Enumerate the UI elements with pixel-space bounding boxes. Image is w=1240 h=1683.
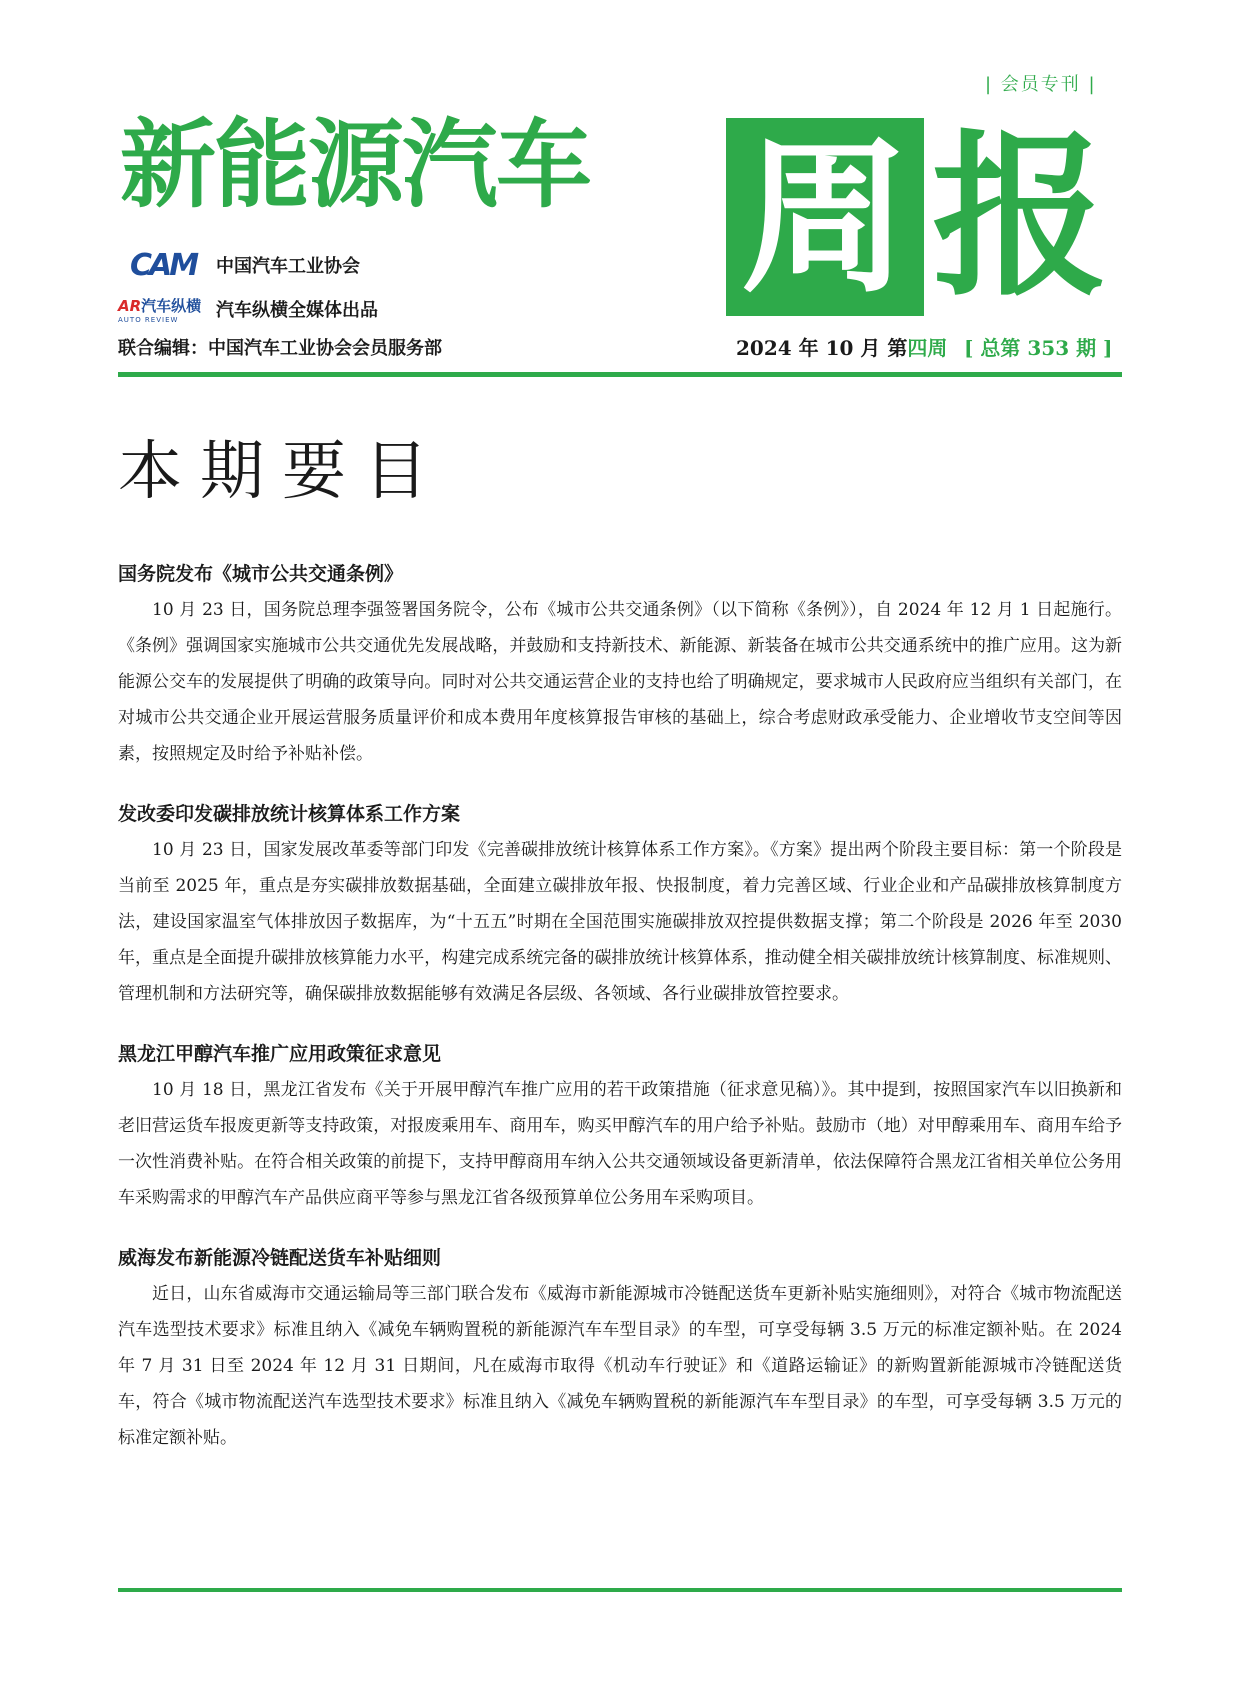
- article-list: [118, 560, 1122, 1484]
- article-title: 黑龙江甲醇汽车推广应用政策征求意见: [118, 1043, 442, 1065]
- caam-logo: [118, 248, 208, 282]
- article-body: 10 月 23 日，国务院总理李强签署国务院令，公布《城市公共交通条例》（以下简称《条例》），自 2024 年 12 月 1 日起施行。《条例》强调国家实施城市公共交通优先发展战略，并鼓励和支持新技术、新能源、新装备在城市公共交通系统中的推广应用。这为新能源公交车的发展提供了明确的政策导向。同时对公共交通运营企业的支持也给了明确规定，要求城市人民政府应当组织有关部门，在对城市公共交通企业开展运营服务质量评价和成本费用年度核算报告审核的基础上，综合考虑财政承受能力、企业增收节支空间等因素，按照规定及时给予补贴补偿。: [118, 600, 1122, 764]
- header-divider: [118, 372, 1122, 377]
- org-row-auto-review: [118, 292, 378, 326]
- auto-review-mark-icon: AR: [118, 296, 142, 315]
- article: [118, 1244, 1122, 1456]
- article: [118, 800, 1122, 1012]
- issue-week: 四周: [907, 336, 948, 360]
- masthead-weekly-box: 周: [726, 118, 924, 316]
- section-title: 本期要目: [118, 435, 446, 509]
- article-body: 10 月 18 日，黑龙江省发布《关于开展甲醇汽车推广应用的若干政策措施（征求意见稿）》。其中提到，按照国家汽车以旧换新和老旧营运货车报废更新等支持政策，对报废乘用车、商用车，购买甲醇汽车的用户给予补贴。鼓励市（地）对甲醇乘用车、商用车给予一次性消费补贴。在符合相关政策的前提下，支持甲醇商用车纳入公共交通领域设备更新清单，依法保障符合黑龙江省相关单位公务用车采购需求的甲醇汽车产品供应商平等参与黑龙江省各级预算单位公务用车采购项目。: [118, 1080, 1122, 1208]
- masthead-weekly-char: 报: [931, 113, 1108, 320]
- article: [118, 560, 1122, 772]
- article: [118, 1040, 1122, 1216]
- auto-review-logo-sub: AUTO REVIEW: [118, 315, 179, 324]
- editor-line: 联合编辑：中国汽车工业协会会员服务部: [118, 338, 442, 359]
- member-tag: | 会员专刊 |: [985, 74, 1097, 95]
- article-title: 发改委印发碳排放统计核算体系工作方案: [118, 803, 461, 825]
- auto-review-logo-text: 汽车纵横: [141, 296, 202, 315]
- footer-divider: [118, 1588, 1122, 1592]
- caam-logo-text: CAM: [129, 247, 197, 283]
- article-title: 国务院发布《城市公共交通条例》: [118, 563, 404, 585]
- caam-name: 中国汽车工业协会: [216, 256, 360, 277]
- issue-date: [736, 332, 947, 361]
- issue-date-prefix: 2024 年 10 月 第: [736, 336, 908, 360]
- article-body: 近日，山东省威海市交通运输局等三部门联合发布《威海市新能源城市冷链配送货车更新补贴实施细则》，对符合《城市物流配送汽车选型技术要求》标准且纳入《减免车辆购置税的新能源汽车车型目录》的车型，可享受每辆 3.5 万元的标准定额补贴。在 2024 年 7 月 31 日至 2024 年 12 月 31 日期间，凡在威海市取得《机动车行驶证》和《道路运输证》的新购置新能源城市冷链配送货车，符合《城市物流配送汽车选型技术要求》标准且纳入《减免车辆购置税的新能源汽车车型目录》的车型，可享受每辆 3.5 万元的标准定额补贴。: [118, 1284, 1122, 1448]
- masthead-title: 新能源汽车: [120, 109, 590, 221]
- article-body: 10 月 23 日，国家发展改革委等部门印发《完善碳排放统计核算体系工作方案》。《方案》提出两个阶段主要目标：第一个阶段是当前至 2025 年，重点是夯实碳排放数据基础，全面建立碳排放年报、快报制度，着力完善区域、行业企业和产品碳排放核算制度方法，建设国家温室气体排放因子数据库，为“十五五”时期在全国范围实施碳排放双控提供数据支撑；第二个阶段是 2026 年至 2030 年，重点是全面提升碳排放核算能力水平，构建完成系统完备的碳排放统计核算体系，推动健全相关碳排放统计核算制度、标准规则、管理机制和方法研究等，确保碳排放数据能够有效满足各层级、各领域、各行业碳排放管控要求。: [118, 840, 1122, 1004]
- org-row-caam: [118, 248, 360, 282]
- issue-total: [ 总第 353 期 ]: [964, 336, 1113, 360]
- auto-review-logo: [118, 292, 208, 326]
- article-title: 威海发布新能源冷链配送货车补贴细则: [118, 1247, 442, 1269]
- auto-review-name: 汽车纵横全媒体出品: [216, 300, 378, 321]
